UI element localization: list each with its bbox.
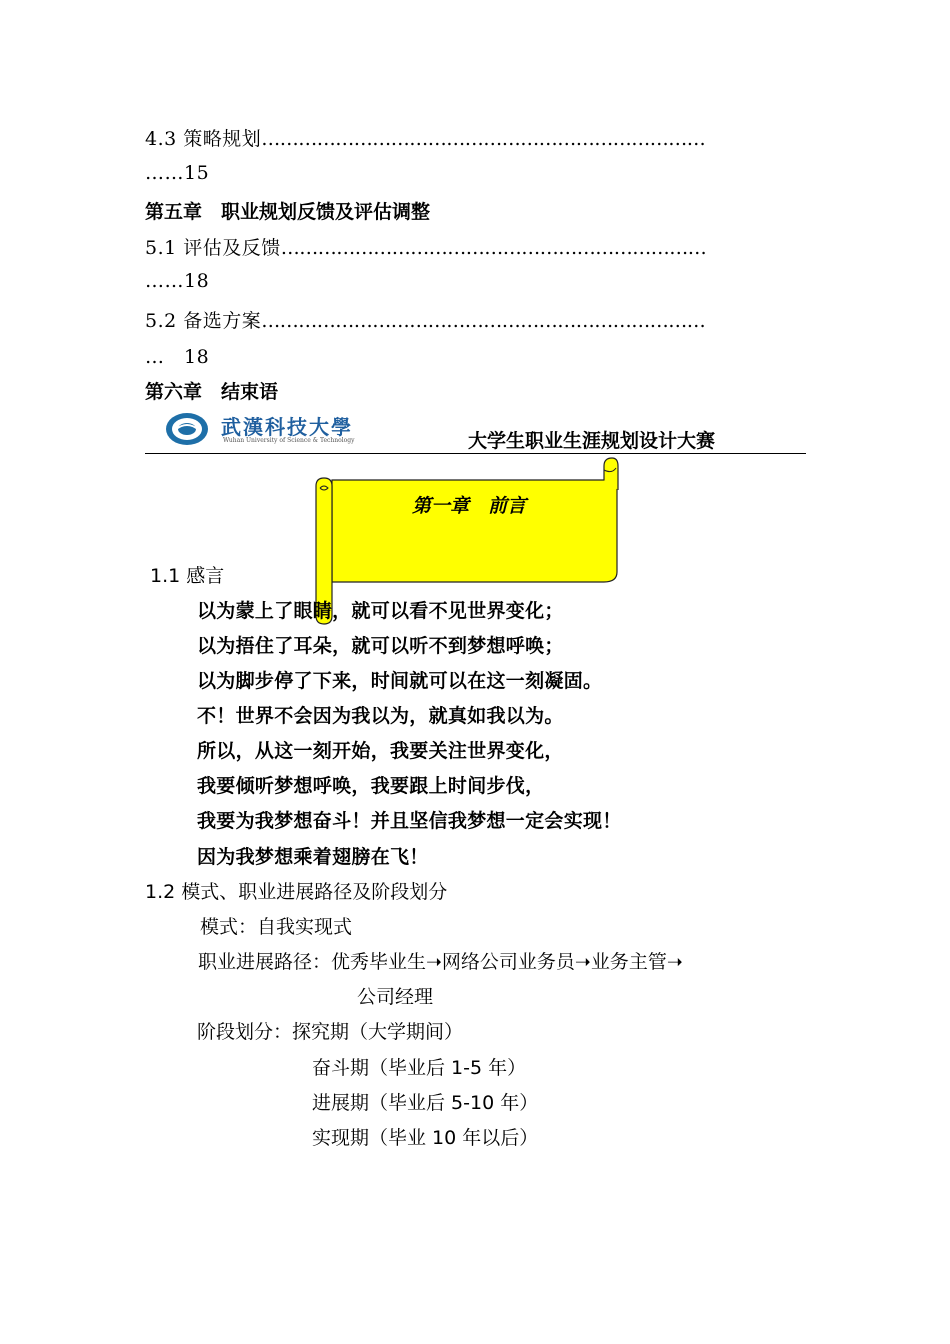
verse-line: 以为脚步停了下来，时间就可以在这一刻凝固。 (197, 670, 603, 692)
stage-item: 实现期（毕业 10 年以后） (312, 1127, 539, 1149)
toc-page-number: … 18 (145, 346, 210, 368)
career-path-line-1: 职业进展路径：优秀毕业生➝网络公司业务员➝业务主管➝ (198, 951, 683, 973)
toc-page-number: ……15 (145, 162, 210, 184)
toc-leader-dots: ……………………………………………………………… (261, 128, 706, 150)
header-title: 大学生职业生涯规划设计大赛 (468, 430, 716, 452)
section-heading-1-2: 1.2 模式、职业进展路径及阶段划分 (145, 881, 448, 903)
header-divider (145, 453, 806, 454)
verse-line: 不！世界不会因为我以为，就真如我以为。 (197, 705, 564, 727)
toc-leader-dots: ……………………………………………………………… (261, 310, 706, 332)
section-heading-1-1: 1.1 感言 (150, 565, 225, 587)
toc-item-label: 4.3 策略规划 (145, 128, 262, 150)
toc-chapter-6: 第六章 结束语 (145, 381, 279, 403)
toc-item-label: 5.1 评估及反馈 (145, 237, 281, 259)
toc-item-4-3 (145, 124, 705, 151)
chapter-title: 第一章 前言 (412, 495, 527, 517)
verse-line: 以为捂住了耳朵，就可以听不到梦想呼唤； (197, 635, 564, 657)
verse-line: 我要倾听梦想呼唤，我要跟上时间步伐， (197, 775, 545, 797)
university-logo (165, 410, 380, 448)
toc-item-5-2 (145, 306, 705, 333)
stage-item: 进展期（毕业后 5-10 年） (312, 1092, 539, 1114)
verse-line: 因为我梦想乘着翅膀在飞！ (197, 846, 429, 868)
career-mode: 模式：自我实现式 (200, 916, 353, 938)
toc-leader-dots: …………………………………………………………… (280, 237, 707, 259)
toc-item-label: 5.2 备选方案 (145, 310, 262, 332)
toc-item-5-1 (145, 233, 706, 260)
verse-line: 所以，从这一刻开始，我要关注世界变化， (197, 740, 564, 762)
verse-line: 我要为我梦想奋斗！并且坚信我梦想一定会实现！ (197, 810, 622, 832)
toc-chapter-5: 第五章 职业规划反馈及评估调整 (145, 201, 431, 223)
verse-line: 以为蒙上了眼睛，就可以看不见世界变化； (197, 600, 564, 622)
career-path-line-2: 公司经理 (357, 986, 434, 1008)
stage-division: 阶段划分：探究期（大学期间） (197, 1021, 464, 1043)
stage-item: 奋斗期（毕业后 1-5 年） (312, 1057, 527, 1079)
toc-page-number: ……18 (145, 270, 210, 292)
logo-chinese-name: 武漢科技大學 (221, 415, 353, 439)
logo-english-name: Wuhan University of Science & Technology (223, 437, 355, 444)
